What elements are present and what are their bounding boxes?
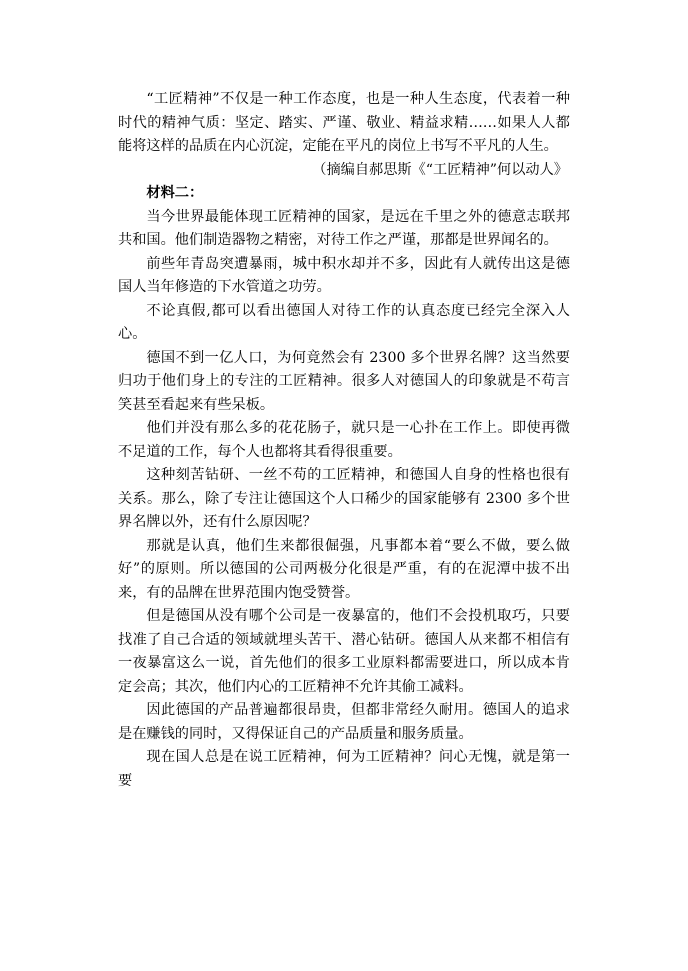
document-page xyxy=(118,88,570,793)
paragraph: 但是德国从没有哪个公司是一夜暴富的，他们不会投机取巧，只要找准了自己合适的领域就埋头苦干、潜心钻研。德国人从来都不相信有一夜暴富这么一说，首先他们的很多工业原料都需要进口，所以成本肯定会高；其次，他们内心的工匠精神不允许其偷工减料。 xyxy=(118,608,570,695)
paragraph: 这种刻苦钻研、一丝不苟的工匠精神，和德国人自身的性格也很有关系。那么，除了专注让德国这个人口稀少的国家能够有 2300 多个世界名牌以外，还有什么原因呢？ xyxy=(118,467,570,530)
paragraph: 德国不到一亿人口，为何竟然会有 2300 多个世界名牌？这当然要归功于他们身上的专注的工匠精神。很多人对德国人的印象就是不苟言笑甚至看起来有些呆板。 xyxy=(118,349,570,413)
paragraph: 前些年青岛突遭暴雨，城中积水却并不多，因此有人就传出这是德国人当年修造的下水管道之功劳。 xyxy=(118,255,570,295)
section-heading-material-2: 材料二： xyxy=(146,185,204,201)
paragraph: 因此德国的产品普遍都很昂贵，但都非常经久耐用。德国人的追求是在赚钱的同时，又得保证自己的产品质量和服务质量。 xyxy=(118,702,570,742)
source-citation: （摘编自郝思斯《“工匠精神”何以动人》 xyxy=(312,161,568,178)
paragraph: 他们并没有那么多的花花肠子，就只是一心扑在工作上。即使再微不足道的工作，每个人也都将其看得很重要。 xyxy=(118,420,570,460)
paragraph-intro: “工匠精神”不仅是一种工作态度，也是一种人生态度，代表着一种时代的精神气质：坚定、踏实、严谨、敬业、精益求精……如果人人都能将这样的品质在内心沉淀，定能在平凡的岗位上书写不平凡的人生。 xyxy=(118,91,570,154)
paragraph: 当今世界最能体现工匠精神的国家，是远在千里之外的德意志联邦共和国。他们制造器物之精密，对待工作之严谨，那都是世界闻名的。 xyxy=(118,208,570,248)
paragraph: 不论真假,都可以看出德国人对待工作的认真态度已经完全深入人心。 xyxy=(118,302,570,342)
paragraph: 现在国人总是在说工匠精神，何为工匠精神？问心无愧，就是第一要 xyxy=(118,749,570,789)
paragraph: 那就是认真，他们生来都很倔强，凡事都本着“要么不做，要么做好”的原则。所以德国的公司两极分化很是严重，有的在泥潭中拔不出来，有的品牌在世界范围内饱受赞誉。 xyxy=(118,537,570,601)
